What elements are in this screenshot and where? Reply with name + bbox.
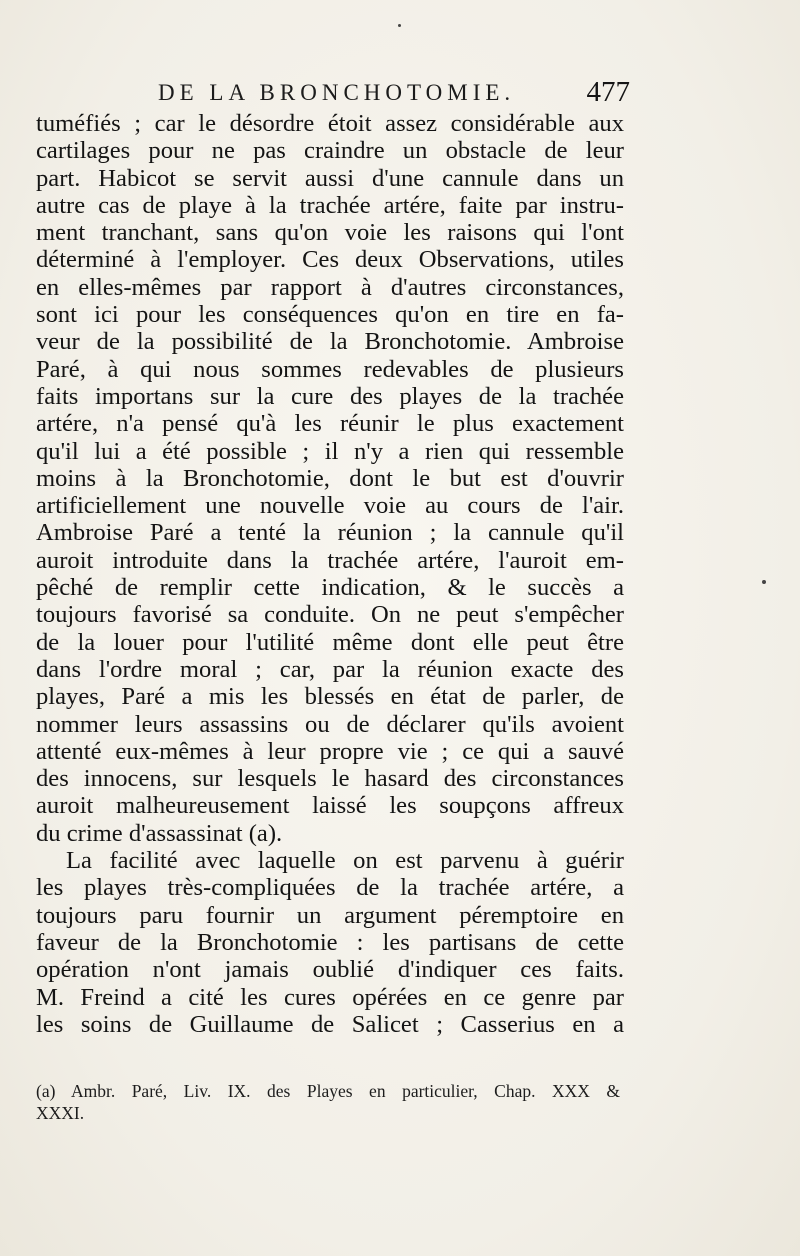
text-line: La facilité avec laquelle on est parvenu à guérir [66, 847, 624, 875]
text-line: playes, Paré a mis les blessés en état de parler, de [36, 683, 624, 711]
text-line: auroit introduite dans la trachée artére, l'auroit em- [36, 546, 624, 574]
text-line: en elles-mêmes par rapport à d'autres circonstances, [36, 273, 624, 301]
text-line: qu'il lui a été possible ; il n'y a rien qui ressemble [36, 437, 624, 465]
text-line: artificiellement une nouvelle voie au cours de l'air. [36, 492, 624, 520]
footnote-line: XXXI. [36, 1103, 85, 1123]
text-line: moins à la Bronchotomie, dont le but est d'ouvrir [36, 464, 624, 492]
text-line: opération n'ont jamais oublié d'indiquer ces faits. [36, 956, 624, 984]
footnote [36, 1080, 620, 1124]
text-line: pêché de remplir cette indication, & le succès a [36, 574, 624, 602]
text-line: toujours favorisé sa conduite. On ne peut s'empêcher [36, 601, 624, 629]
footnote-line: (a) Ambr. Paré, Liv. IX. des Playes en particulier, Chap. XXX & [36, 1081, 620, 1101]
body-text [36, 110, 624, 1038]
ink-speck [398, 24, 401, 27]
text-line: des innocens, sur lesquels le hasard des circonstances [36, 765, 624, 793]
text-line: dans l'ordre moral ; car, par la réunion exacte des [36, 655, 624, 683]
text-line: faits importans sur la cure des playes de la trachée [36, 382, 624, 410]
text-line: Ambroise Paré a tenté la réunion ; la cannule qu'il [36, 519, 624, 547]
page-header [40, 74, 630, 114]
text-line: veur de la possibilité de la Bronchotomie. Ambroise [36, 328, 624, 356]
text-line: autre cas de playe à la trachée artére, faite par instru- [36, 191, 624, 219]
text-line: auroit malheureusement laissé les soupçons affreux [36, 792, 624, 820]
text-line: tuméfiés ; car le désordre étoit assez considérable aux [36, 110, 624, 137]
text-line: attenté eux-mêmes à leur propre vie ; ce qui a sauvé [36, 737, 624, 765]
text-line: Paré, à qui nous sommes redevables de plusieurs [36, 355, 624, 383]
page-number: 477 [586, 76, 630, 108]
text-line: ment tranchant, sans qu'on voie les raisons qui l'ont [36, 219, 624, 247]
text-line: de la louer pour l'utilité même dont elle peut être [36, 628, 624, 656]
text-line: les playes très-compliquées de la trachée artére, a [36, 874, 624, 902]
text-line: part. Habicot se servit aussi d'une cannule dans un [36, 164, 624, 192]
ink-speck [762, 580, 766, 584]
text-line: déterminé à l'employer. Ces deux Observations, utiles [36, 246, 624, 274]
text-line: nommer leurs assassins ou de déclarer qu'ils avoient [36, 710, 624, 738]
text-line: faveur de la Bronchotomie : les partisans de cette [36, 928, 624, 956]
text-line: artére, n'a pensé qu'à les réunir le plus exactement [36, 410, 624, 438]
text-line: les soins de Guillaume de Salicet ; Casserius en a [36, 1010, 624, 1038]
text-line: du crime d'assassinat (a). [36, 819, 283, 847]
text-line: toujours paru fournir un argument péremptoire en [36, 901, 624, 929]
running-head: DE LA BRONCHOTOMIE. [158, 80, 516, 105]
text-line: cartilages pour ne pas craindre un obstacle de leur [36, 137, 624, 165]
text-line: sont ici pour les conséquences qu'on en tire en fa- [36, 301, 624, 329]
text-line: M. Freind a cité les cures opérées en ce genre par [36, 983, 624, 1011]
